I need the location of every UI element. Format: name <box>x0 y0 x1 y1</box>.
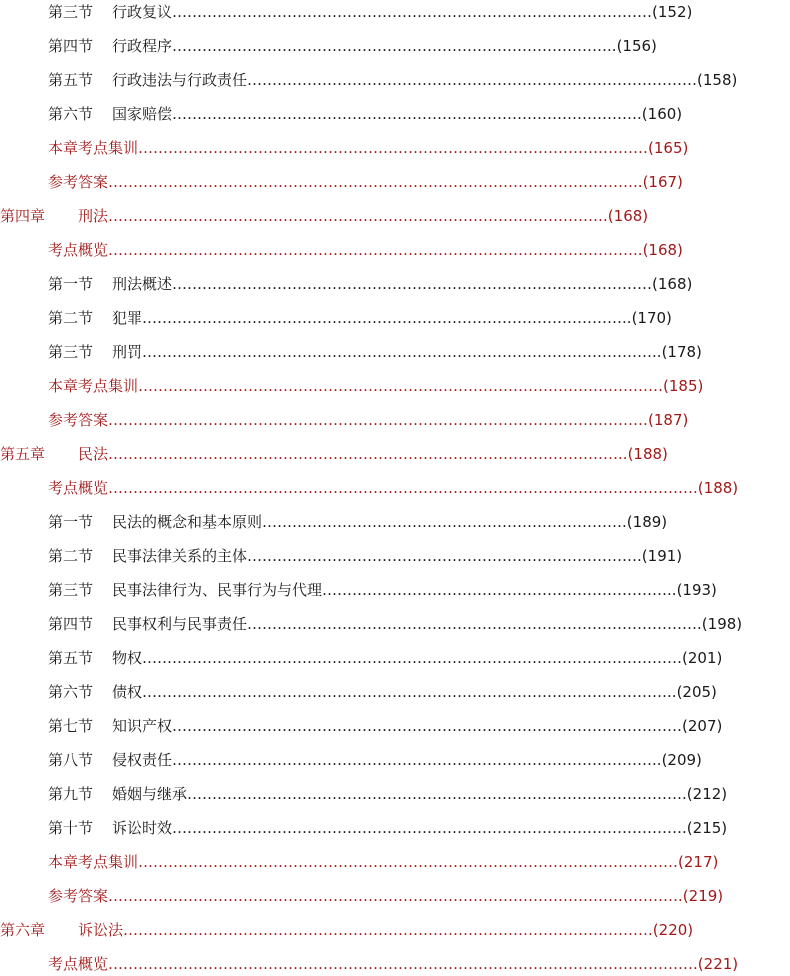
toc-entry[interactable] <box>48 408 689 432</box>
toc-entry[interactable] <box>48 578 717 602</box>
toc-entry-title: 民事法律行为、民事行为与代理 <box>112 581 323 599</box>
toc-entry[interactable] <box>48 612 743 636</box>
toc-entry[interactable] <box>48 544 683 568</box>
toc-leader-dots: …………………………………………………………………………………………….. <box>142 683 677 701</box>
toc-entry[interactable] <box>48 34 657 58</box>
toc-entry-title: 民法 <box>78 445 109 463</box>
toc-entry-title: 行政程序 <box>112 37 173 55</box>
toc-entry[interactable] <box>48 68 738 92</box>
toc-entry-number: 第三节 <box>48 581 94 599</box>
toc-leader-dots: ………………………………………………………………………………………… <box>138 139 649 157</box>
toc-leader-dots: ……………………………………………………………………………………………… <box>142 649 683 667</box>
toc-entry-title: 民法的概念和基本原则 <box>112 513 263 531</box>
toc-entry[interactable] <box>48 136 689 160</box>
toc-page-number: (170) <box>631 309 672 327</box>
toc-page-number: (209) <box>661 751 702 769</box>
toc-page-number: (168) <box>642 241 683 259</box>
toc-page-number: (189) <box>626 513 668 531</box>
toc-entry-number: 第四章 <box>0 207 46 225</box>
toc-entry-number: 第一节 <box>48 513 94 531</box>
toc-entry[interactable] <box>48 782 728 806</box>
toc-entry-number: 第二节 <box>48 309 94 327</box>
toc-entry-title: 行政违法与行政责任 <box>112 71 248 89</box>
toc-page-number: (205) <box>676 683 717 701</box>
toc-entry-title: 考点概览 <box>48 479 109 497</box>
toc-entry-number: 第六节 <box>48 105 94 123</box>
toc-page-number: (191) <box>641 547 683 565</box>
toc-page-number: (168) <box>652 275 693 293</box>
toc-page-number: (187) <box>648 411 689 429</box>
toc-entry-title: 参考答案 <box>48 411 109 429</box>
toc-page-number: (156) <box>616 37 657 55</box>
toc-page-number: (185) <box>663 377 704 395</box>
toc-entry-title: 诉讼法 <box>78 921 124 939</box>
toc-page-number: (221) <box>697 955 739 973</box>
toc-entry-number: 第五章 <box>0 445 46 463</box>
toc-entry-title: 诉讼时效 <box>112 819 173 837</box>
toc-page-number: (152) <box>652 3 693 21</box>
toc-page-number: (158) <box>697 71 738 89</box>
toc-entry-title: 考点概览 <box>48 241 109 259</box>
toc-entry-number: 第八节 <box>48 751 94 769</box>
toc-entry-title: 犯罪 <box>112 309 143 327</box>
toc-leader-dots: ………………………………………………………………. <box>262 513 627 531</box>
toc-entry-number: 第十节 <box>48 819 94 837</box>
toc-chapter-entry[interactable] <box>0 204 649 228</box>
toc-entry-number: 第七节 <box>48 717 94 735</box>
toc-entry[interactable] <box>48 0 693 24</box>
toc-page-number: (167) <box>642 173 683 191</box>
toc-page-number: (215) <box>686 819 728 837</box>
toc-page-number: (220) <box>652 921 694 939</box>
toc-leader-dots: ……………………………………………………………………………………………… <box>138 853 679 871</box>
toc-leader-dots: ……………………………………………………………………………………………… <box>108 411 649 429</box>
toc-entry-title: 侵权责任 <box>112 751 173 769</box>
toc-entry-title: 刑法 <box>78 207 109 225</box>
toc-entry[interactable] <box>48 374 704 398</box>
toc-page-number: (188) <box>627 445 668 463</box>
toc-entry-number: 第九节 <box>48 785 94 803</box>
toc-page-number: (207) <box>682 717 723 735</box>
toc-entry-title: 参考答案 <box>48 887 109 905</box>
toc-leader-dots: ………………………………………………………………………………. <box>247 615 702 633</box>
toc-entry-title: 物权 <box>112 649 143 667</box>
toc-leader-dots: …………………………………………………………………………………………….. <box>108 241 643 259</box>
toc-entry[interactable] <box>48 102 683 126</box>
toc-entry-title: 刑罚 <box>112 343 143 361</box>
toc-page-number: (193) <box>676 581 717 599</box>
toc-entry-number: 第四节 <box>48 37 94 55</box>
toc-entry-number: 第六章 <box>0 921 46 939</box>
toc-leader-dots: ……………………………………………………………………………………………. <box>123 921 653 939</box>
toc-entry-title: 行政复议 <box>112 3 173 21</box>
toc-entry-number: 第三节 <box>48 343 94 361</box>
toc-entry[interactable] <box>48 238 683 262</box>
toc-page-number: (188) <box>697 479 739 497</box>
toc-chapter-entry[interactable] <box>0 442 668 466</box>
toc-entry-number: 第五节 <box>48 71 94 89</box>
toc-entry[interactable] <box>48 714 723 738</box>
toc-entry-title: 知识产权 <box>112 717 173 735</box>
toc-entry-number: 第四节 <box>48 615 94 633</box>
toc-entry[interactable] <box>48 748 702 772</box>
toc-leader-dots: …………………………………………………………………………………………… <box>138 377 664 395</box>
toc-leader-dots: …………………………………………………………………………………………….. <box>108 173 643 191</box>
toc-entry[interactable] <box>48 850 719 874</box>
toc-entry[interactable] <box>48 510 668 534</box>
toc-leader-dots: ………………………………………………………………………………………. <box>187 785 687 803</box>
toc-entry-number: 第一节 <box>48 275 94 293</box>
toc-entry[interactable] <box>48 884 724 908</box>
toc-page-number: (168) <box>607 207 649 225</box>
toc-leader-dots: …………………………………………………………………………………… <box>172 3 653 21</box>
toc-leader-dots: ……………………………………………………………………. <box>247 547 642 565</box>
toc-leader-dots: ………………………………………………………………………………………………………. <box>108 479 698 497</box>
toc-entry-title: 本章考点集训 <box>48 377 139 395</box>
toc-leader-dots: …………………………………………………………………………………………. <box>172 819 687 837</box>
toc-page-number: (212) <box>686 785 728 803</box>
toc-leader-dots: ………………………………………………………………………………………. <box>108 207 608 225</box>
toc-entry-title: 国家赔偿 <box>112 105 173 123</box>
toc-leader-dots: …………………………………………………………………………….. <box>172 37 617 55</box>
toc-leader-dots: ………………………………………………………………………………………….. <box>108 445 628 463</box>
toc-leader-dots: …………………………………………………………………………………… <box>172 275 653 293</box>
toc-entry-number: 第三节 <box>48 3 94 21</box>
toc-leader-dots: …………………………………………………………………………………….. <box>142 309 632 327</box>
toc-entry[interactable] <box>48 952 739 976</box>
toc-leader-dots: …………………………………………………………………………………….. <box>172 751 662 769</box>
toc-entry[interactable] <box>48 646 723 670</box>
toc-entry-title: 婚姻与继承 <box>112 785 188 803</box>
toc-page-number: (198) <box>701 615 743 633</box>
toc-entry[interactable] <box>48 306 672 330</box>
toc-entry-title: 考点概览 <box>48 955 109 973</box>
toc-entry-number: 第六节 <box>48 683 94 701</box>
toc-entry[interactable] <box>48 476 739 500</box>
toc-leader-dots: ………………………………………………………………………………………….. <box>142 343 662 361</box>
toc-leader-dots: ……………………………………………………………………………… <box>247 71 698 89</box>
toc-entry-title: 债权 <box>112 683 143 701</box>
toc-entry-title: 本章考点集训 <box>48 139 139 157</box>
toc-page-number: (201) <box>682 649 723 667</box>
toc-entry-title: 刑法概述 <box>112 275 173 293</box>
toc-leader-dots: ………………………………………………………………………………………… <box>172 717 683 735</box>
toc-entry[interactable] <box>48 680 717 704</box>
toc-entry[interactable] <box>48 272 693 296</box>
toc-entry-title: 本章考点集训 <box>48 853 139 871</box>
toc-entry-title: 参考答案 <box>48 173 109 191</box>
toc-leader-dots: ……………………………………………………………………………………………………. <box>108 887 683 905</box>
toc-page-number: (165) <box>648 139 689 157</box>
toc-entry[interactable] <box>48 170 683 194</box>
toc-page-number: (219) <box>682 887 724 905</box>
toc-leader-dots: ………………………………………………………………………………………………………. <box>108 955 698 973</box>
toc-entry-title: 民事法律关系的主体 <box>112 547 248 565</box>
toc-entry[interactable] <box>48 816 728 840</box>
toc-entry[interactable] <box>48 340 702 364</box>
toc-page-number: (217) <box>678 853 719 871</box>
toc-leader-dots: …………………………………………………………….. <box>322 581 677 599</box>
toc-page-number: (178) <box>661 343 702 361</box>
toc-entry-number: 第二节 <box>48 547 94 565</box>
toc-chapter-entry[interactable] <box>0 918 694 942</box>
toc-entry-title: 民事权利与民事责任 <box>112 615 248 633</box>
toc-leader-dots: …………………………………………………………………………………. <box>172 105 642 123</box>
toc-page-number: (160) <box>641 105 683 123</box>
toc-entry-number: 第五节 <box>48 649 94 667</box>
